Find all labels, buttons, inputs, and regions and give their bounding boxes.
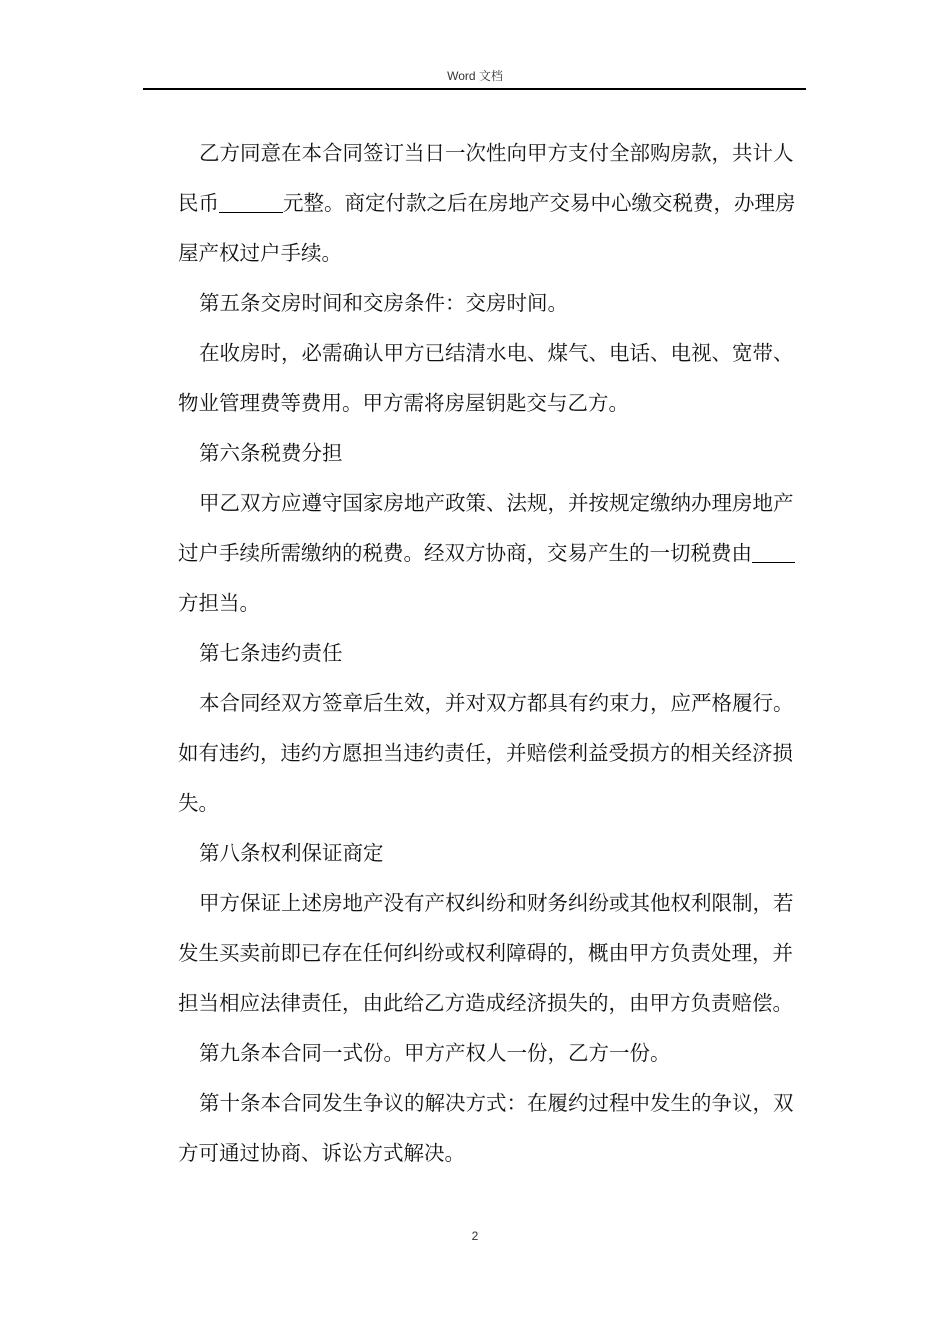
paragraph-warranty: 甲方保证上述房地产没有产权纠纷和财务纠纷或其他权利限制，若发生买卖前即已存在任何纠纷或权利障碍的，概由甲方负责处理，并担当相应法律责任，由此给乙方造成经济损失的，由甲方负责赔偿。 bbox=[178, 891, 794, 1015]
paragraph-handover: 在收房时，必需确认甲方已结清水电、煤气、电话、电视、宽带、物业管理费等费用。甲方需将房屋钥匙交与乙方。 bbox=[178, 341, 794, 415]
article-9-paragraph: 第九条本合同一式份。甲方产权人一份，乙方一份。 bbox=[199, 1041, 671, 1065]
page-number: 2 bbox=[471, 1229, 479, 1243]
article-8-heading: 第八条权利保证商定 bbox=[199, 841, 384, 865]
article-6-heading: 第六条税费分担 bbox=[199, 441, 343, 465]
paragraph-liability: 本合同经双方签章后生效，并对双方都具有约束力，应严格履行。如有违约，违约方愿担当违约责任，并赔偿利益受损方的相关经济损失。 bbox=[178, 691, 794, 815]
article-7-heading: 第七条违约责任 bbox=[199, 641, 343, 665]
paragraph-taxes bbox=[178, 478, 808, 628]
amount-blank bbox=[219, 211, 283, 213]
article-5-heading: 第五条交房时间和交房条件：交房时间。 bbox=[199, 291, 568, 315]
page-header: Word 文档 bbox=[447, 69, 503, 83]
paragraph-text: 方担当。 bbox=[178, 591, 260, 615]
article-10-paragraph: 第十条本合同发生争议的解决方式：在履约过程中发生的争议，双方可通过协商、诉讼方式解决。 bbox=[178, 1091, 794, 1165]
party-blank bbox=[752, 561, 795, 563]
paragraph-payment bbox=[178, 128, 808, 278]
paragraph-text: 甲乙双方应遵守国家房地产政策、法规，并按规定缴纳办理房地产过户手续所需缴纳的税费。经双方协商，交易产生的一切税费由 bbox=[178, 491, 794, 565]
paragraph-text: 乙方同意在本合同签订当日一次性向甲方支付全部购房款，共计人民币 bbox=[178, 141, 794, 215]
paragraph-text: 元整。商定付款之后在房地产交易中心缴交税费，办理房屋产权过户手续。 bbox=[178, 191, 796, 265]
document-body bbox=[178, 128, 808, 1178]
header-rule bbox=[143, 88, 806, 90]
